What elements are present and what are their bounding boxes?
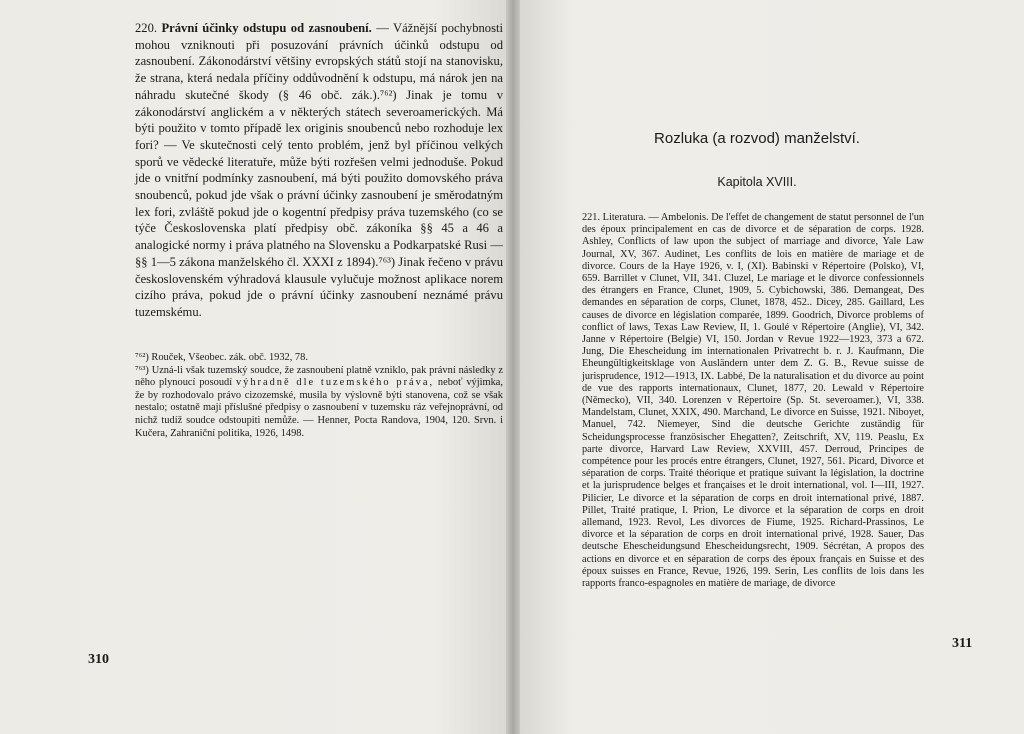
footnote-763-part-a: ⁷⁶³) Uzná-li však tuzemský soudce, že zasnoubení platně vzniklo, pak právní následky z něho plynoucí posoudí — [135, 364, 503, 389]
right-page — [512, 0, 1024, 734]
footnotes — [135, 352, 503, 440]
footnote-763-part-b: neboť výjimka, že by rozhodovalo právo cizozemské, musila by výslovně býti stanovena, což se však nestalo; ostatně mají příslušné předpisy o zasnoubení v tuzemsku ráz veřejnoprávní, od nichž tudíž soudce odstoupiti nemůže. — Henner, Pocta Randova, 1904, 120. Srvn. i Kučera, Zahraniční politika, 1926, 1498. — [135, 377, 503, 439]
section-220-number: 220. — [135, 21, 158, 35]
left-page-body — [135, 20, 503, 321]
right-page-body — [582, 212, 924, 590]
footnote-762: ⁷⁶²) Rouček, Všeobec. zák. obč. 1932, 78. — [135, 352, 308, 363]
chapter-number: Kapitola XVIII. — [717, 175, 797, 189]
book-gutter — [506, 0, 520, 734]
section-221 — [582, 212, 924, 590]
section-221-title: Literatura. — [602, 212, 646, 223]
section-220-text: — Vážnější pochybnosti mohou vzniknouti při posuzování právních účinků odstupu od zasnoubení. Zákonodárství většiny evropských států stojí na stanovisku, že strana, která nedala příčiny oddůvodnění k odstupu, má nárok jen na náhradu skutečné škody (§ 46 obč. zák.).⁷⁶²) Jinak je tomu v zákonodárství anglickém a v některých státech severoamerických. Má býti použito v tomto případě lex originis snoubenců nebo rozhoduje lex fori? — Ve skutečnosti celý tento problém, jenž byl příčinou velkých sporů ve vědecké literatuře, může býti rozřešen velmi jednoduše. Pokud jde o vnitřní podmínky zasnoubení, má býti použito domovského práva snoubenců, pokud jde však o právní účinky zasnoubení je směrodatným lex fori, zvláště pokud jde o kogentní předpisy práva tuzemského (co se týče Československa platí předpisy obč. zákoníka §§ 45 a 46 a analogické normy i práva platného na Slovensku a Podkarpatské Rusi — §§ 1—5 zákona manželského čl. XXXI z 1894).⁷⁶³) Jinak řečeno v právu československém výhradová klausule vylučuje možnost aplikace norem cizího práva, pokud jde o právní účinky zasnoubení neznámé právu tuzemskému. — [135, 21, 503, 319]
page-number-right: 311 — [952, 636, 973, 651]
literature-list: — Ambelonis. De l'effet de changement de statut personnel de l'un des époux principalement en cas de divorce et de séparation de corps. 1928. Ashley, Conflicts of law upon the subject of marriage and divorce, Yale Law Journal, XV, 367. Audinet, Les conflits de lois en matière de mariage et de divorce. Cours de la Haye 1926, v. I, (XI). Babinski v Répertoire (Polsko), VI, 659. Barrillet v Clunet, VII, 341. Cluzel, Le mariage et le divorce confessionnels des étrangers en France, Clunet, 1909, 5. Cybichowski, 386. Demangeat, Des demandes en séparation de corps, Clunet, 1878, 452.. Dicey, 285. Gaillard, Les causes de divorce en législation comparée, 1899. Goodrich, Divorce problems of conflict of laws, Texas Law Review, II, 1. Goulé v Répertoire (Anglie), VI, 342. Janne v Répertoire (Belgie) VI, 150. Jordan v Revue 1922—1923, 373 a 672. Jung, Die Ehescheidung im internationalen Privatrecht b. r. J. Kaufmann, Die Eheungültigkeitsklage von Ausländern unter dem Z. G. B., Revue suisse de jurisprudence, 1912—1913, IX. Labbé, De la naturalisation et du divorce au point de vue des rapports internationaux, Clunet, 1877, 20. Lewald v Répertoire (Německo), VII, 340. Lorenzen v Répertoire (Sp. St. severoamer.), VI, 338. Mandelstam, Clunet, XXIX, 490. Marchand, Le divorce en Suisse, 1921. Niboyet, Manuel, 742. Niemeyer, Sind die deutsche Gerichte zuständig für Scheidungsprocesse französischer Ehegatten?, Zeitschrift, XV, 119. Peaslu, Ex parte divorce, Harvard Law Review, XXVIII, 457. Derroud, Principes de compétence pour les procés entre étrangers, Clunet, 1927, 561. Picard, Divorce et séparation de corps. Traité théorique et pratique suivant la législation, la doctrine et la jurisprudence belges et françaises et le droit international, vol. I—III, 1927. Pilicier, Le divorce et la séparation de corps en droit international privé, 1887. Pillet, Traité pratique, I. Prion, Le divorce et la séparation de corps en droit allemand, 1923. Revol, Les divorces de Fiume, 1925. Richard-Prassinos, Le divorce et la séparation de corps en droit international privé, 1928. Sauer, Das deutsche Ehescheidungsund Ehescheidungsrecht, 1909. Sécrétan, A propos des actions en divorce et en séparation de corps des époux français en Suisse et des époux suisses en France, Revue, 1926, 199. Serin, Les conflits de lois dans les rapports franco-espagnoles en matière de mariage, de divorce — [582, 212, 924, 590]
chapter-title: Rozluka (a rozvod) manželství. — [654, 130, 860, 147]
section-220-title: Právní účinky odstupu od zasnoubení. — [161, 21, 372, 35]
page-number-left: 310 — [88, 652, 109, 667]
section-221-number: 221. — [582, 212, 601, 223]
footnote-763-spaced: výhradně dle tuzemského práva, — [235, 377, 435, 389]
footnote-763 — [135, 365, 503, 441]
section-220 — [135, 20, 503, 321]
